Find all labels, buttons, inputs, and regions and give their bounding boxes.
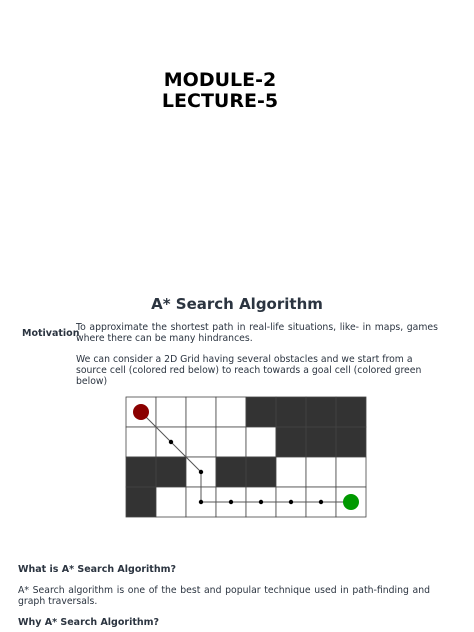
path-node-dot: [169, 440, 173, 444]
faq-answer-1: A* Search algorithm is one of the best and popular technique used in path-finding and graph traversals.: [18, 585, 430, 607]
module-title-line1: MODULE-2: [163, 69, 277, 91]
grid-cells: [126, 397, 366, 517]
obstacle-cell: [216, 457, 246, 487]
obstacle-cell: [246, 457, 276, 487]
grid-cell: [186, 397, 216, 427]
goal-node: [343, 494, 359, 510]
module-title-line2: LECTURE-5: [161, 90, 279, 112]
obstacle-cell: [306, 427, 336, 457]
motivation-paragraph-2: We can consider a 2D Grid having several obstacles and we start from a source cell (colored red below) to reach towards a goal cell (colored green below): [76, 354, 422, 387]
obstacle-cell: [246, 397, 276, 427]
grid-cell: [126, 427, 156, 457]
grid-cell: [186, 427, 216, 457]
faq-question-1: What is A* Search Algorithm?: [18, 564, 177, 575]
path-grid-diagram: [125, 396, 368, 518]
source-node: [133, 404, 149, 420]
obstacle-cell: [306, 397, 336, 427]
path-node-dot: [319, 500, 323, 504]
path-node-dot: [199, 470, 203, 474]
grid-cell: [336, 457, 366, 487]
obstacle-cell: [276, 397, 306, 427]
grid-cell: [156, 487, 186, 517]
obstacle-cell: [276, 427, 306, 457]
obstacle-cell: [126, 457, 156, 487]
section-title: A* Search Algorithm: [151, 295, 323, 313]
path-node-dot: [289, 500, 293, 504]
faq-question-2: Why A* Search Algorithm?: [18, 617, 160, 628]
obstacle-cell: [156, 457, 186, 487]
path-node-dot: [199, 500, 203, 504]
obstacle-cell: [336, 397, 366, 427]
grid-cell: [306, 457, 336, 487]
obstacle-cell: [126, 487, 156, 517]
grid-cell: [216, 427, 246, 457]
grid-cell: [156, 397, 186, 427]
path-node-dot: [229, 500, 233, 504]
path-node-dot: [259, 500, 263, 504]
grid-cell: [276, 457, 306, 487]
grid-cell: [246, 427, 276, 457]
obstacle-cell: [336, 427, 366, 457]
module-title: [0, 70, 440, 112]
grid-cell: [216, 397, 246, 427]
motivation-label: Motivation: [22, 328, 80, 339]
motivation-paragraph-1: To approximate the shortest path in real-life situations, like- in maps, games where there can be many hindrances.: [76, 322, 438, 344]
